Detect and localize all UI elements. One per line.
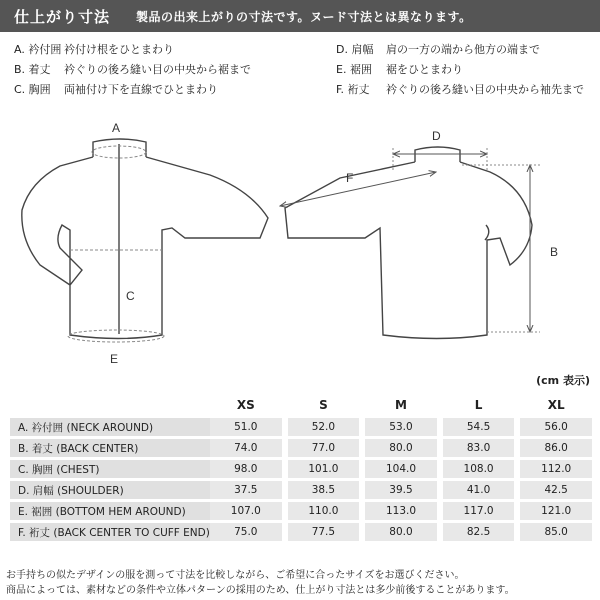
- page-title: 仕上がり寸法: [14, 7, 111, 26]
- size-table: [10, 392, 592, 544]
- header-empty: [10, 395, 210, 415]
- header-bar: [0, 0, 600, 32]
- definition-d: D. 肩幅 肩の一方の端から他方の端まで: [336, 43, 540, 56]
- header-s: S: [319, 398, 328, 412]
- header-l: L: [474, 398, 483, 412]
- label-c: C: [126, 289, 135, 303]
- label-b: B: [550, 245, 559, 259]
- definition-f: F. 裄丈 衿ぐりの後ろ縫い目の中央から袖先まで: [336, 83, 584, 96]
- header-xl: XL: [547, 398, 565, 412]
- definition-c: C. 胸囲 両袖付け下を直線でひとまわり: [14, 83, 218, 96]
- back-garment: [285, 147, 532, 339]
- table-row: B. 着丈 (BACK CENTER) 74.0 77.0 80.0 83.0 86.0: [10, 439, 592, 457]
- front-garment: [22, 139, 268, 339]
- label-a: A: [112, 121, 121, 135]
- table-header-row: [10, 395, 592, 415]
- header-m: M: [395, 398, 407, 412]
- page-subtitle: 製品の出来上がりの寸法です。ヌード寸法とは異なります。: [136, 9, 472, 24]
- definition-e: E. 裾囲 裾をひとまわり: [336, 63, 463, 76]
- definition-b: B. 着丈 衿ぐりの後ろ縫い目の中央から裾まで: [14, 63, 251, 76]
- definitions-left: [14, 40, 251, 100]
- header-xs: XS: [236, 398, 255, 412]
- note-line-1: お手持ちの似たデザインの服を測って寸法を比較しながら、ご希望に合ったサイズをお選びください。: [6, 570, 465, 581]
- table-row: E. 裾囲 (BOTTOM HEM AROUND) 107.0 110.0 113.0 117.0 121.0: [10, 502, 592, 520]
- definition-a: A. 衿付囲 衿付け根をひとまわり: [14, 43, 174, 56]
- table-row: C. 胸囲 (CHEST) 98.0 101.0 104.0 108.0 112.0: [10, 460, 592, 478]
- table-row: F. 裄丈 (BACK CENTER TO CUFF END) 75.0 77.5 80.0 82.5 85.0: [10, 523, 592, 541]
- label-e: E: [110, 352, 119, 366]
- label-d: D: [432, 129, 441, 143]
- table-row: D. 肩幅 (SHOULDER) 37.5 38.5 39.5 41.0 42.5: [10, 481, 592, 499]
- garment-diagram: [0, 110, 600, 370]
- notes: [6, 568, 515, 598]
- label-f: F: [346, 171, 354, 185]
- note-line-2: 商品によっては、素材などの条件や立体パターンの採用のため、仕上がり寸法とは多少前後することがあります。: [6, 585, 515, 596]
- definitions-right: [336, 40, 584, 100]
- table-row: A. 衿付囲 (NECK AROUND) 51.0 52.0 53.0 54.5 56.0: [10, 418, 592, 436]
- unit-label: (cm 表示): [536, 374, 590, 387]
